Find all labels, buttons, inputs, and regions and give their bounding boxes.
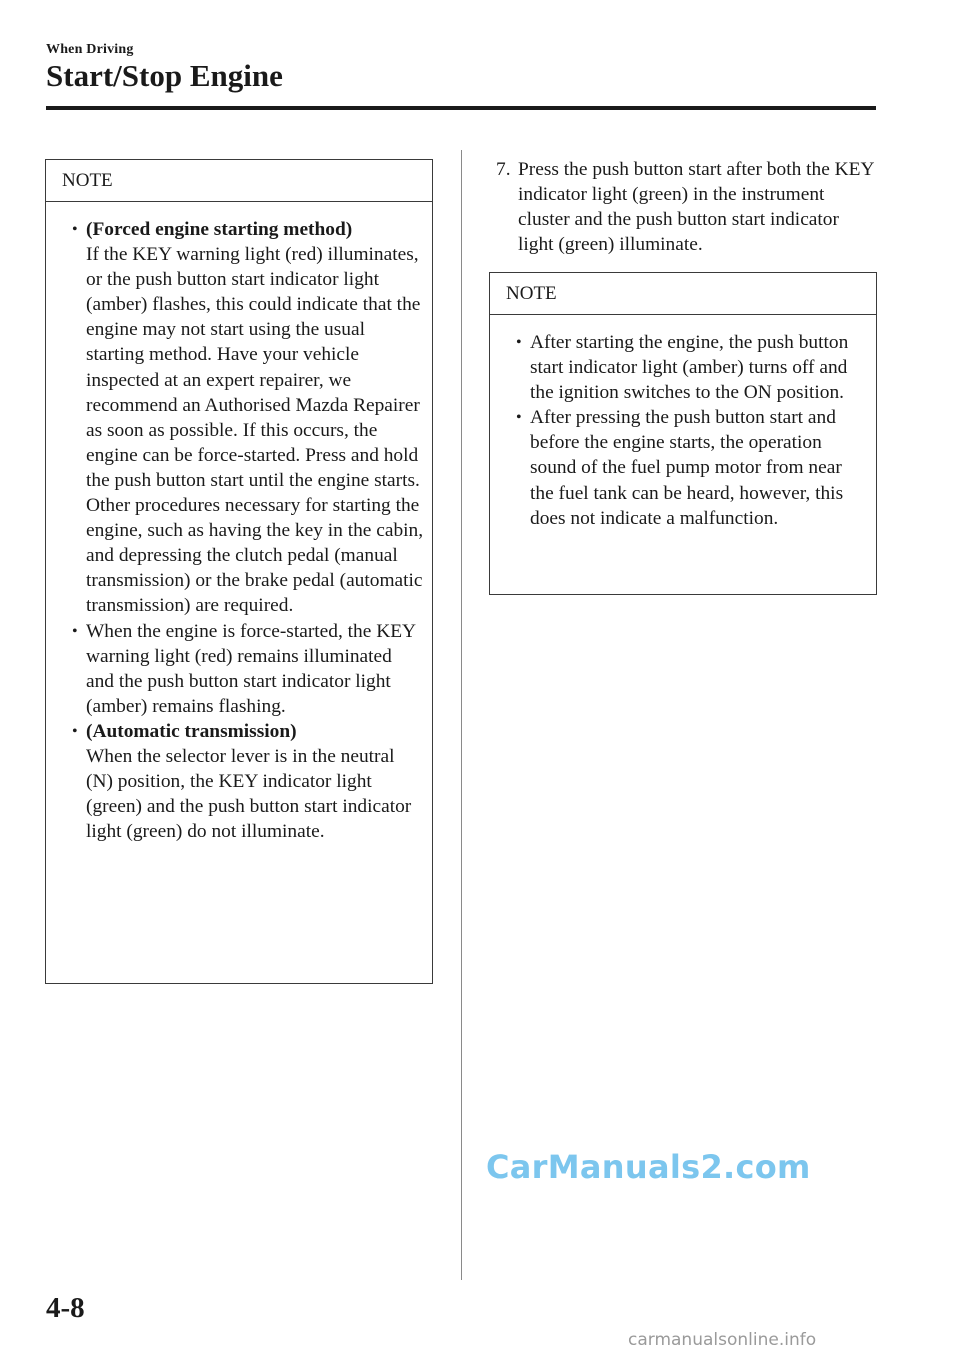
watermark-logo: CarManuals2.com xyxy=(486,1148,811,1186)
list-item-heading: (Automatic transmission) xyxy=(86,720,297,742)
bullet-icon: • xyxy=(72,221,78,238)
bullet-icon: • xyxy=(516,334,522,351)
list-item-text: After starting the engine, the push button start indicator light (amber) turns off and the ignition switches to the ON position. xyxy=(530,332,849,404)
page-number: 4-8 xyxy=(46,1292,85,1324)
list-item-text: When the engine is force-started, the KEY warning light (red) remains illuminated and the push button start indicator light (amber) remains flashing. xyxy=(86,620,416,717)
step-number: 7. xyxy=(496,159,511,180)
footer-site-link[interactable]: carmanualsonline.info xyxy=(628,1330,817,1350)
column-divider xyxy=(461,150,462,1280)
left-note-heading: NOTE xyxy=(46,160,432,202)
list-item xyxy=(46,719,432,844)
list-item xyxy=(46,217,432,619)
left-note-list xyxy=(46,202,432,844)
list-item-text: If the KEY warning light (red) illuminates, or the push button start indicator light (amber) flashes, this could indicate that the engine may not start using the usual starting method. Have your vehicle inspected at an expert repairer, we recommend an Authorised Mazda Repairer as soon as possible. If this occurs, the engine can be force-started. Press and hold the push button start until the engine starts. Other procedures necessary for starting the engine, such as having the key in the cabin, and depressing the clutch pedal (manual transmission) or the brake pedal (automatic transmission) are required. xyxy=(86,244,424,617)
right-note-heading: NOTE xyxy=(490,273,876,315)
step-text: Press the push button start after both the KEY indicator light (green) in the instrument cluster and the push button start indicator light (green) illuminate. xyxy=(518,159,874,256)
list-item-heading: (Forced engine starting method) xyxy=(86,219,353,240)
list-item xyxy=(46,619,432,719)
right-note-list xyxy=(490,315,876,531)
page-title: Start/Stop Engine xyxy=(46,58,283,93)
bullet-icon: • xyxy=(72,622,78,640)
left-note-box xyxy=(45,159,433,984)
section-label: When Driving xyxy=(46,42,134,57)
bullet-icon: • xyxy=(516,409,522,427)
list-item-text: When the selector lever is in the neutral (N) position, the KEY indicator light (green) and the push button start indicator light (green) do not illuminate. xyxy=(86,745,412,843)
list-item xyxy=(490,330,876,405)
list-item xyxy=(490,405,876,530)
step-7 xyxy=(496,157,876,257)
bullet-icon: • xyxy=(72,722,78,740)
list-item-text: After pressing the push button start and before the engine starts, the operation sound of the fuel pump motor from near the fuel tank can be heard, however, this does not indicate a malfunction. xyxy=(530,407,844,529)
right-note-box xyxy=(489,272,877,595)
title-rule xyxy=(46,106,876,110)
